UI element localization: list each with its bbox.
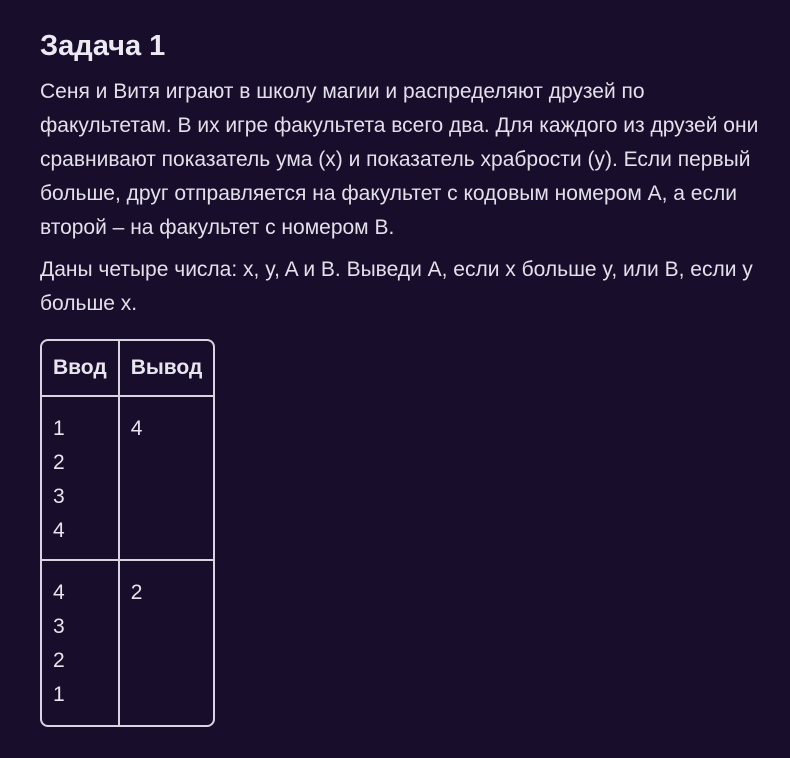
output-value: 2 bbox=[130, 581, 143, 604]
task-instruction: Даны четыре числа: x, y, A и B. Выведи A, если x больше y, или B, если y больше x. bbox=[40, 258, 753, 315]
header-output: Вывод bbox=[118, 341, 214, 397]
input-value: 3 bbox=[53, 485, 65, 508]
table-row bbox=[42, 561, 213, 725]
input-value: 1 bbox=[53, 683, 65, 706]
example-output-cell bbox=[118, 561, 214, 725]
input-value: 4 bbox=[53, 581, 65, 604]
examples-table bbox=[40, 339, 215, 727]
example-input-cell bbox=[42, 397, 118, 561]
input-value: 2 bbox=[53, 451, 65, 474]
input-value: 4 bbox=[53, 519, 65, 542]
table-row bbox=[42, 397, 213, 561]
input-value: 3 bbox=[53, 615, 65, 638]
task-description: Сеня и Витя играют в школу магии и распределяют друзей по факультетам. В их игре факультета всего два. Для каждого из друзей они сравнивают показатель ума (x) и показатель храбрости (y). Если первый больше, друг отправляется на факультет с кодовым номером A, а если второй – на факультет с номером B. bbox=[40, 80, 759, 239]
example-output-cell bbox=[118, 397, 214, 561]
input-value: 2 bbox=[53, 649, 65, 672]
example-input-cell bbox=[42, 561, 118, 725]
task-title: Задача 1 bbox=[40, 30, 166, 62]
header-input: Ввод bbox=[42, 341, 118, 397]
output-value: 4 bbox=[130, 417, 143, 440]
table-header-row bbox=[42, 341, 213, 397]
input-value: 1 bbox=[53, 417, 65, 440]
